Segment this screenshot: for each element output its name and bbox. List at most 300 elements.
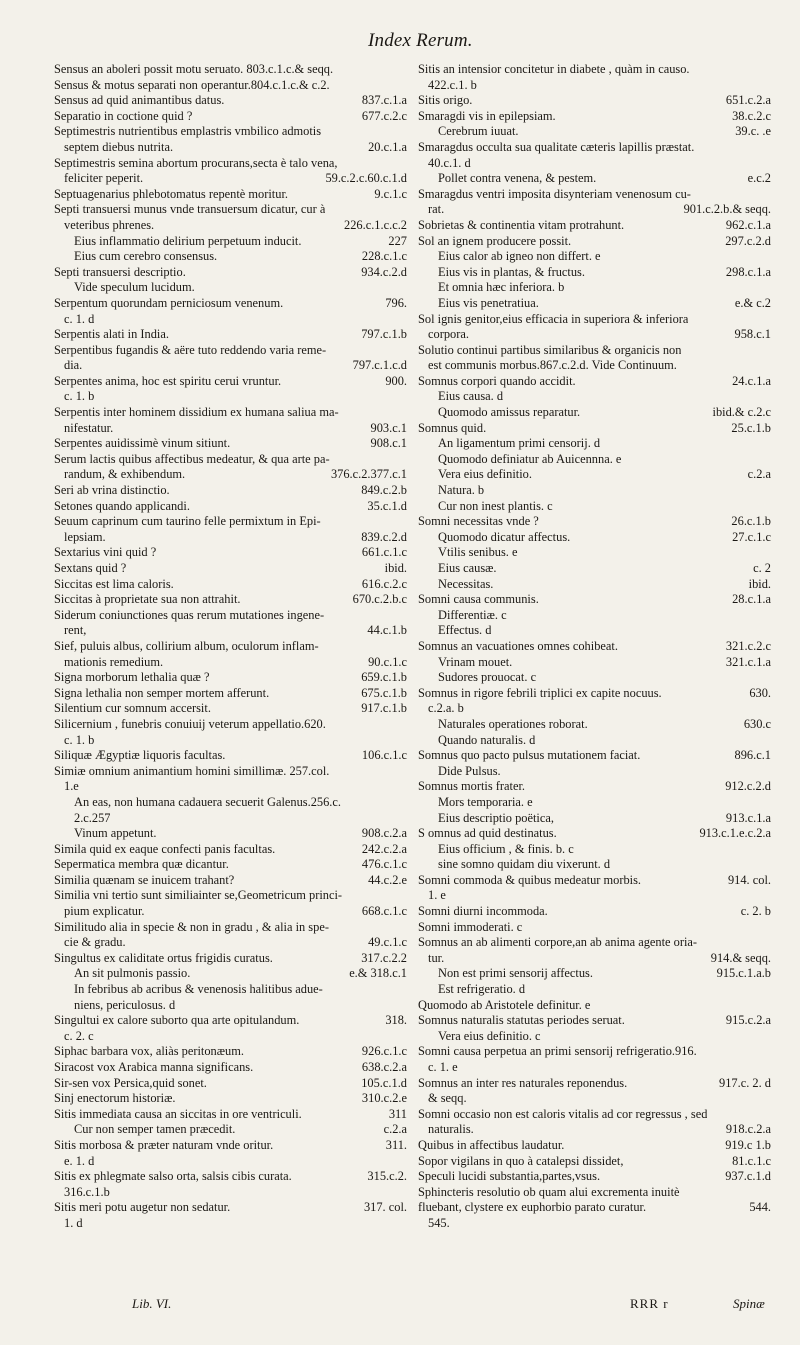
entry-text: Eius causa. d xyxy=(438,389,504,404)
entry-text: Somni necessitas vnde ? xyxy=(418,514,539,529)
index-entry xyxy=(54,109,407,125)
entry-text: 40.c.1. d xyxy=(428,155,471,170)
entry-text: An sit pulmonis passio. xyxy=(74,966,191,981)
index-entry xyxy=(418,717,771,733)
entry-text: Et omnia hæc inferiora. b xyxy=(438,280,565,295)
entry-text: In febribus ab acribus & venenosis halitibus adue- xyxy=(74,982,323,997)
entry-text: Septimestris semina abortum procurans,secta è talo vena, xyxy=(54,155,338,170)
entry-text: Eius vis in plantas, & fructus. xyxy=(438,264,585,279)
entry-reference: 934.c.2.d xyxy=(361,264,407,279)
index-entry xyxy=(54,733,407,749)
entry-reference: 677.c.2.c xyxy=(361,108,407,123)
entry-reference: 918.c.2.a xyxy=(725,1122,771,1137)
entry-reference: 28.c.1.a xyxy=(732,592,771,607)
index-entry xyxy=(54,1060,407,1076)
entry-text: fluebant, clystere ex euphorbio parato curatur. xyxy=(418,1200,647,1215)
entry-reference: 321.c.2.c xyxy=(725,638,771,653)
index-entry xyxy=(54,234,407,250)
index-entry xyxy=(54,717,407,733)
index-entry xyxy=(418,358,771,374)
index-entry xyxy=(54,62,407,78)
entry-reference: 226.c.1.c.c.2 xyxy=(344,217,407,232)
entry-text: Silentium cur somnum accersit. xyxy=(54,701,211,716)
index-entry xyxy=(54,842,407,858)
entry-text: Mors temporaria. e xyxy=(438,794,533,809)
index-entry xyxy=(54,343,407,359)
index-entry xyxy=(54,124,407,140)
index-entry xyxy=(54,920,407,936)
entry-text: Siderum coniunctiones quas rerum mutationes ingene- xyxy=(54,607,325,622)
entry-reference: e.& c.2 xyxy=(734,295,771,310)
entry-text: Setones quando applicandi. xyxy=(54,498,190,513)
entry-text: Sitis origo. xyxy=(418,93,473,108)
entry-reference: 44.c.1.b xyxy=(367,623,407,638)
index-entry xyxy=(418,608,771,624)
index-entry xyxy=(54,935,407,951)
index-entry xyxy=(54,686,407,702)
index-entry xyxy=(418,483,771,499)
index-entry xyxy=(54,779,407,795)
entry-reference: 797.c.1.c.d xyxy=(352,358,407,373)
entry-text: Septi transuersi munus vnde transuersum dicatur, cur à xyxy=(54,202,326,217)
index-entry xyxy=(418,701,771,717)
index-entry xyxy=(418,1044,771,1060)
entry-reference: 796. xyxy=(385,295,407,310)
index-entry xyxy=(54,467,407,483)
entry-reference: 317. col. xyxy=(363,1200,407,1215)
entry-reference: 59.c.2.c.60.c.1.d xyxy=(325,171,407,186)
entry-text: Signa morborum lethalia quæ ? xyxy=(54,670,210,685)
entry-reference: 896.c.1 xyxy=(734,748,771,763)
index-entry xyxy=(54,811,407,827)
entry-reference: ibid. xyxy=(384,561,407,575)
entry-reference: c.2.a xyxy=(383,1122,407,1137)
entry-text: Est refrigeratio. d xyxy=(438,982,526,997)
index-entry xyxy=(54,1200,407,1216)
index-entry xyxy=(54,171,407,187)
entry-text: Sensus ad quid animantibus datus. xyxy=(54,93,225,108)
entry-reference: c. 2 xyxy=(753,561,771,575)
entry-reference: 937.c.1.d xyxy=(725,1169,771,1184)
index-entry xyxy=(418,312,771,328)
entry-text: Speculi lucidi substantia,partes,vsus. xyxy=(418,1169,601,1184)
index-entry xyxy=(418,327,771,343)
entry-text: Sopor vigilans in quo à catalepsi dissidet, xyxy=(418,1153,624,1168)
entry-text: 1. d xyxy=(64,1215,83,1230)
index-entry xyxy=(418,1138,771,1154)
entry-reference: 297.c.2.d xyxy=(725,233,771,248)
index-entry xyxy=(54,795,407,811)
index-entry xyxy=(418,904,771,920)
index-entry xyxy=(418,140,771,156)
index-entry xyxy=(54,280,407,296)
entry-text: Serum lactis quibus affectibus medeatur, & qua arte pa- xyxy=(54,451,330,466)
entry-text: Serpentes auidissimè vinum sitiunt. xyxy=(54,436,231,451)
entry-text: Sensus & motus separati non operantur.804.c.1.c.& c.2. xyxy=(54,77,330,92)
entry-text: Quibus in affectibus laudatur. xyxy=(418,1137,565,1152)
index-entry xyxy=(54,1076,407,1092)
index-entry xyxy=(418,686,771,702)
index-entry xyxy=(418,499,771,515)
entry-text: Dide Pulsus. xyxy=(438,763,501,778)
index-entry xyxy=(418,389,771,405)
entry-text: cie & gradu. xyxy=(64,935,126,950)
entry-text: Singultui ex calore suborto qua arte opitulandum. xyxy=(54,1013,300,1028)
page-title: Index Rerum. xyxy=(368,30,473,51)
entry-text: Smaragdus occulta sua qualitate cæteris lapillis præstat. xyxy=(418,139,695,154)
entry-text: Separatio in coctione quid ? xyxy=(54,108,193,123)
index-entry xyxy=(418,639,771,655)
index-entry xyxy=(54,374,407,390)
entry-reference: 915.c.1.a.b xyxy=(716,966,771,981)
entry-reference: 908.c.2.a xyxy=(361,826,407,841)
entry-reference: 318. xyxy=(385,1013,407,1028)
index-entry xyxy=(418,405,771,421)
index-entry xyxy=(54,514,407,530)
entry-text: Quomodo definiatur ab Auicennna. e xyxy=(438,451,622,466)
index-entry xyxy=(418,171,771,187)
index-entry xyxy=(54,966,407,982)
index-entry xyxy=(54,1013,407,1029)
index-entry xyxy=(418,873,771,889)
catchword: Spinæ xyxy=(733,1296,765,1311)
entry-reference: 638.c.2.a xyxy=(361,1060,407,1074)
entry-reference: 915.c.2.a xyxy=(725,1013,771,1028)
index-entry xyxy=(54,1044,407,1060)
entry-text: Septuagenarius phlebotomatus repentè moritur. xyxy=(54,186,288,201)
entry-text: Cerebrum iuuat. xyxy=(438,124,519,139)
entry-reference: 26.c.1.b xyxy=(731,514,771,529)
entry-text: Eius cum cerebro consensus. xyxy=(74,249,218,264)
index-entry xyxy=(54,1091,407,1107)
entry-text: Serpentes anima, hoc est spiritu cerui vruntur. xyxy=(54,373,282,388)
index-entry xyxy=(418,421,771,437)
entry-text: Sitis ex phlegmate salso orta, salsis cibis curata. xyxy=(54,1169,292,1184)
entry-text: c. 1. b xyxy=(64,389,95,404)
entry-reference: 227 xyxy=(388,233,407,248)
entry-text: Vtilis senibus. e xyxy=(438,545,518,560)
index-entry xyxy=(54,592,407,608)
index-column-left xyxy=(54,62,407,1232)
index-entry xyxy=(418,670,771,686)
entry-reference: 38.c.2.c xyxy=(732,108,771,123)
entry-text: Siccitas à proprietate sua non attrahit. xyxy=(54,592,241,607)
entry-text: Similitudo alia in specie & non in gradu , & alia in spe- xyxy=(54,919,329,934)
index-entry xyxy=(54,78,407,94)
index-entry xyxy=(418,748,771,764)
entry-text: Somnus an vacuationes omnes cohibeat. xyxy=(418,638,618,653)
index-entry xyxy=(418,1060,771,1076)
entry-text: Quomodo amissus reparatur. xyxy=(438,405,581,420)
index-entry xyxy=(418,1169,771,1185)
entry-text: Siracost vox Arabica manna significans. xyxy=(54,1060,254,1074)
index-entry xyxy=(54,421,407,437)
index-entry xyxy=(54,670,407,686)
entry-reference: 962.c.1.a xyxy=(725,217,771,232)
entry-text: Naturales operationes roborat. xyxy=(438,716,588,731)
index-entry xyxy=(54,1154,407,1170)
index-entry xyxy=(54,358,407,374)
index-entry xyxy=(418,920,771,936)
entry-reference: 958.c.1 xyxy=(734,327,771,342)
index-entry xyxy=(418,1029,771,1045)
entry-reference: e.& 318.c.1 xyxy=(349,966,407,981)
entry-reference: 20.c.1.a xyxy=(368,139,407,154)
index-entry xyxy=(54,140,407,156)
entry-text: Septimestris nutrientibus emplastris vmbilico admotis xyxy=(54,124,322,139)
entry-text: Sensus an aboleri possit motu seruato. 803.c.1.c.& seqq. xyxy=(54,62,334,76)
entry-reference: 913.c.1.e.c.2.a xyxy=(699,826,771,841)
entry-reference: 9.c.1.c xyxy=(374,186,407,201)
index-entry xyxy=(418,623,771,639)
entry-text: Sitis morbosa & præter naturam vnde oritur. xyxy=(54,1137,274,1152)
index-entry xyxy=(54,857,407,873)
entry-text: Septi transuersi descriptio. xyxy=(54,264,186,279)
index-entry xyxy=(54,982,407,998)
entry-text: Somnus in rigore febrili triplici ex capite nocuus. xyxy=(418,685,662,700)
entry-reference: 106.c.1.c xyxy=(361,748,407,763)
entry-text: Effectus. d xyxy=(438,623,492,638)
index-entry xyxy=(54,1107,407,1123)
index-entry xyxy=(418,1154,771,1170)
index-entry xyxy=(418,951,771,967)
entry-text: corpora. xyxy=(428,327,469,342)
index-entry xyxy=(54,389,407,405)
index-entry xyxy=(418,1122,771,1138)
index-entry xyxy=(54,452,407,468)
index-entry xyxy=(418,842,771,858)
entry-text: Somni diurni incommoda. xyxy=(418,904,548,919)
index-entry xyxy=(54,202,407,218)
entry-text: Somnus an ab alimenti corpore,an ab anima agente oria- xyxy=(418,935,698,950)
index-entry xyxy=(54,312,407,328)
entry-text: Serpentis inter hominem dissidium ex humana saliua ma- xyxy=(54,405,339,420)
entry-text: Simiæ omnium animantium homini simillimæ. 257.col. xyxy=(54,763,330,778)
index-entry xyxy=(418,1013,771,1029)
index-entry xyxy=(54,701,407,717)
entry-text: Smaragdus ventri imposita disynteriam venenosum cu- xyxy=(418,186,691,201)
gathering-signature: RRR r xyxy=(630,1296,669,1311)
book-signature: Lib. VI. xyxy=(132,1296,172,1311)
entry-text: mationis remedium. xyxy=(64,654,164,669)
entry-text: Serpentum quorundam perniciosum venenum. xyxy=(54,295,284,310)
index-entry xyxy=(418,202,771,218)
entry-reference: 376.c.2.377.c.1 xyxy=(330,467,407,482)
index-entry xyxy=(418,452,771,468)
entry-text: Eius causæ. xyxy=(438,561,497,575)
entry-text: Sextarius vini quid ? xyxy=(54,545,157,560)
entry-reference: c. 2. b xyxy=(740,904,771,919)
entry-text: Quando naturalis. d xyxy=(438,732,536,747)
entry-reference: 315.c.2. xyxy=(367,1169,407,1184)
index-entry xyxy=(418,857,771,873)
entry-text: rent, xyxy=(64,623,87,638)
entry-text: c.2.a. b xyxy=(428,701,464,716)
entry-reference: 630. xyxy=(749,685,771,700)
index-entry xyxy=(54,608,407,624)
entry-reference: 27.c.1.c xyxy=(732,529,771,544)
index-entry xyxy=(54,1169,407,1185)
entry-text: 545. xyxy=(428,1215,450,1230)
entry-text: Sextans quid ? xyxy=(54,561,127,575)
index-entry xyxy=(418,779,771,795)
index-entry xyxy=(418,124,771,140)
entry-text: Quomodo dicatur affectus. xyxy=(438,529,571,544)
index-entry xyxy=(418,374,771,390)
entry-text: c. 1. b xyxy=(64,732,95,747)
index-entry xyxy=(54,826,407,842)
entry-text: septem diebus nutrita. xyxy=(64,139,174,154)
entry-text: Siliquæ Ægyptiæ liquoris facultas. xyxy=(54,748,226,763)
index-entry xyxy=(54,1029,407,1045)
entry-text: dia. xyxy=(64,358,83,373)
entry-text: Sitis an intensior concitetur in diabete , quàm in causo. xyxy=(418,62,690,76)
entry-reference: 917.c. 2. d xyxy=(719,1075,771,1090)
index-entry xyxy=(418,467,771,483)
entry-text: Sol an ignem producere possit. xyxy=(418,233,572,248)
entry-text: Signa lethalia non semper mortem afferunt. xyxy=(54,685,270,700)
entry-text: Vide speculum lucidum. xyxy=(74,280,195,295)
entry-text: 422.c.1. b xyxy=(428,77,477,92)
entry-reference: 311. xyxy=(385,1137,407,1152)
index-entry xyxy=(418,249,771,265)
entry-text: Sir-sen vox Persica,quid sonet. xyxy=(54,1075,207,1090)
index-entry xyxy=(54,561,407,577)
entry-text: Somnus an inter res naturales reponendus. xyxy=(418,1075,628,1090)
index-entry xyxy=(54,187,407,203)
entry-reference: 311 xyxy=(388,1106,407,1121)
entry-reference: e.c.2 xyxy=(747,171,771,186)
entry-text: Sol ignis genitor,eius efficacia in superiora & inferiora xyxy=(418,311,689,326)
entry-text: S omnus ad quid destinatus. xyxy=(418,826,557,841)
index-entry xyxy=(418,577,771,593)
entry-text: & seqq. xyxy=(428,1091,467,1106)
entry-text: Serpentibus fugandis & aëre tuto reddendo varia reme- xyxy=(54,342,327,357)
entry-reference: 837.c.1.a xyxy=(361,93,407,108)
index-entry xyxy=(54,1138,407,1154)
index-entry xyxy=(54,873,407,889)
entry-reference: 914. col. xyxy=(727,872,771,887)
entry-text: Siphac barbara vox, aliàs peritonæum. xyxy=(54,1044,244,1059)
index-entry xyxy=(54,530,407,546)
entry-text: Similia vni tertio sunt similiainter se,Geometricum princi- xyxy=(54,888,343,903)
entry-text: nifestatur. xyxy=(64,420,114,435)
entry-reference: 90.c.1.c xyxy=(368,654,407,669)
entry-reference: 49.c.1.c xyxy=(368,935,407,950)
entry-text: Smaragdi vis in epilepsiam. xyxy=(418,108,556,123)
index-entry xyxy=(418,514,771,530)
index-entry xyxy=(418,436,771,452)
index-entry xyxy=(418,1185,771,1201)
entry-text: Sphincteris resolutio ob quam alui excrementa inuitè xyxy=(418,1184,680,1199)
entry-text: Cur non semper tamen præcedit. xyxy=(74,1122,236,1137)
entry-text: Somnus naturalis statutas periodes seruat. xyxy=(418,1013,625,1028)
index-entry xyxy=(418,218,771,234)
entry-text: Vera eius definitio. c xyxy=(438,1028,541,1043)
entry-text: c. 1. e xyxy=(428,1060,458,1074)
entry-text: Eius inflammatio delirium perpetuum inducit. xyxy=(74,233,302,248)
entry-text: veteribus phrenes. xyxy=(64,217,155,232)
entry-reference: 914.& seqq. xyxy=(710,950,771,965)
index-entry xyxy=(54,623,407,639)
index-entry xyxy=(418,888,771,904)
entry-reference: 839.c.2.d xyxy=(361,529,407,544)
entry-text: Simila quid ex eaque confecti panis facultas. xyxy=(54,841,276,856)
entry-text: Sitis meri potu augetur non sedatur. xyxy=(54,1200,231,1215)
entry-text: est communis morbus.867.c.2.d. Vide Continuum. xyxy=(428,358,677,373)
entry-reference: c.2.a xyxy=(747,467,771,482)
index-entry xyxy=(418,78,771,94)
entry-reference: 321.c.1.a xyxy=(725,654,771,669)
index-entry xyxy=(418,1216,771,1232)
entry-reference: 25.c.1.b xyxy=(731,420,771,435)
entry-text: c. 1. d xyxy=(64,311,95,326)
index-entry xyxy=(54,156,407,172)
entry-reference: 661.c.1.c xyxy=(361,545,407,560)
entry-text: Serpentis alati in India. xyxy=(54,327,169,342)
entry-text: Eius officium , & finis. b. c xyxy=(438,841,574,856)
index-entry xyxy=(54,1185,407,1201)
entry-text: Quomodo ab Aristotele definitur. e xyxy=(418,997,591,1012)
index-entry xyxy=(418,187,771,203)
entry-reference: 476.c.1.c xyxy=(361,857,407,872)
entry-reference: 917.c.1.b xyxy=(361,701,407,716)
entry-text: pium explicatur. xyxy=(64,904,145,919)
entry-text: Similia quænam se inuicem trahant? xyxy=(54,872,235,887)
index-entry xyxy=(418,998,771,1014)
entry-text: Somni commoda & quibus medeatur morbis. xyxy=(418,872,642,887)
entry-text: Eius calor ab igneo non differt. e xyxy=(438,249,601,264)
index-entry xyxy=(54,483,407,499)
entry-reference: 675.c.1.b xyxy=(361,685,407,700)
entry-reference: 105.c.1.d xyxy=(361,1075,407,1090)
entry-text: Eius descriptio poëtica, xyxy=(438,810,554,825)
index-entry xyxy=(54,655,407,671)
entry-text: Sitis immediata causa an siccitas in ore ventriculi. xyxy=(54,1106,302,1121)
index-entry xyxy=(54,904,407,920)
index-entry xyxy=(54,499,407,515)
entry-text: Cur non inest plantis. c xyxy=(438,498,553,513)
index-entry xyxy=(418,592,771,608)
entry-reference: 544. xyxy=(749,1200,771,1215)
entry-text: Eius vis penetratiua. xyxy=(438,295,539,310)
entry-reference: 81.c.1.c xyxy=(732,1153,771,1168)
index-entry xyxy=(418,265,771,281)
entry-reference: 900. xyxy=(385,373,407,388)
index-entry xyxy=(54,93,407,109)
entry-text: Somnus corpori quando accidit. xyxy=(418,373,576,388)
index-entry xyxy=(54,951,407,967)
index-entry xyxy=(418,93,771,109)
index-entry xyxy=(418,982,771,998)
index-entry xyxy=(54,265,407,281)
index-entry xyxy=(54,1216,407,1232)
entry-reference: 912.c.2.d xyxy=(725,779,771,794)
entry-text: Natura. b xyxy=(438,483,485,498)
index-entry xyxy=(54,296,407,312)
entry-text: Somni immoderati. c xyxy=(418,919,523,934)
entry-text: Solutio continui partibus similaribus & organicis non xyxy=(418,342,682,357)
index-entry xyxy=(418,234,771,250)
entry-text: feliciter peperit. xyxy=(64,171,144,186)
entry-text: Somnus mortis frater. xyxy=(418,779,526,794)
entry-text: randum, & exhibendum. xyxy=(64,467,186,482)
entry-text: naturalis. xyxy=(428,1122,474,1137)
entry-reference: 35.c.1.d xyxy=(367,498,407,513)
index-entry xyxy=(54,888,407,904)
entry-text: Seri ab vrina distinctio. xyxy=(54,483,170,498)
entry-text: Siccitas est lima caloris. xyxy=(54,576,174,591)
